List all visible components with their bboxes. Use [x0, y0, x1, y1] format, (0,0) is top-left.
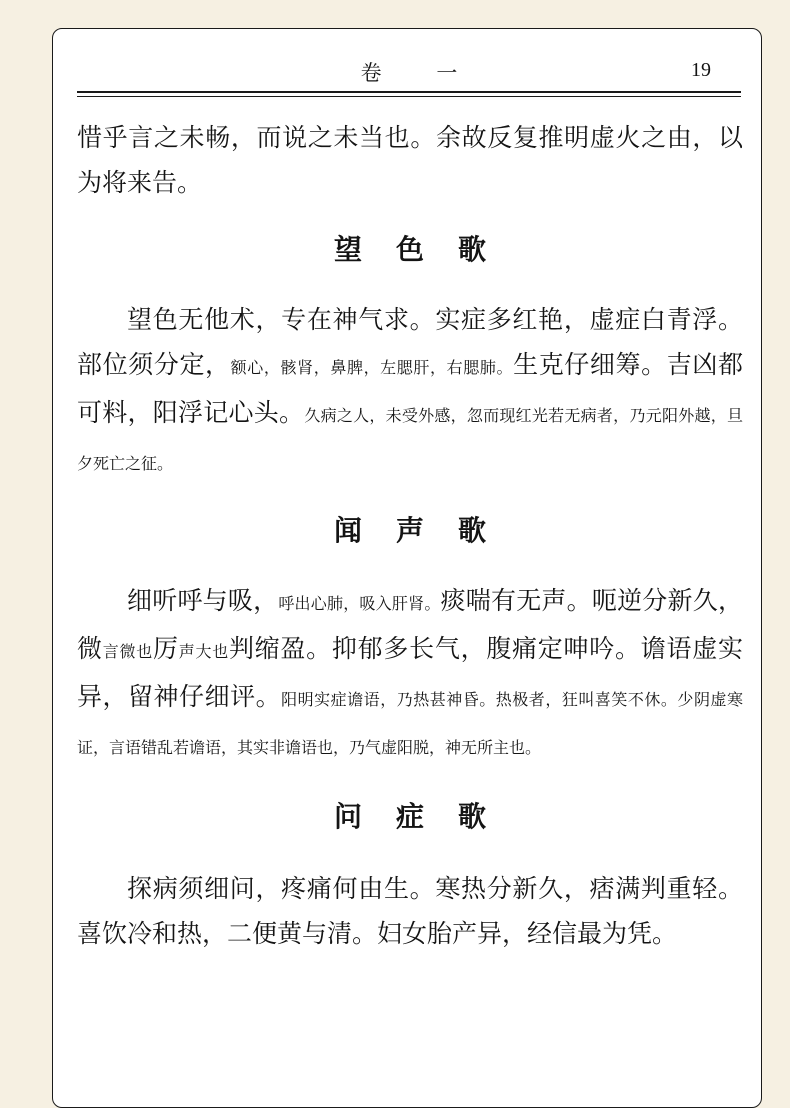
verse-text: 痰喘有无声。呃逆分新久，微	[77, 586, 743, 663]
page-number: 19	[691, 59, 711, 81]
verse-text: 探病须细问，疼痛何由生。寒热分新久，痞满判重轻。喜饮冷和热，二便黄与清。妇女胎产异，经信最为凭。	[77, 874, 743, 948]
running-head	[77, 51, 741, 95]
verse-text: 细听呼与吸，	[127, 586, 279, 615]
header-rule-thick	[77, 91, 741, 93]
section-paragraph-wenzheng	[77, 866, 743, 956]
annotation-note: 久病之人，未受外感，忽而现红光若无病者，乃元阳外越，旦夕死亡之征。	[77, 406, 743, 473]
annotation-note: 额心，骸肾，鼻脾，左腮肝，右腮肺。	[230, 358, 514, 377]
annotation-note: 言微也	[102, 642, 153, 661]
section-title-wenzheng: 问症歌	[333, 800, 520, 833]
book-page	[52, 28, 762, 1108]
annotation-note: 呼出心肺，吸入肝肾。	[278, 594, 441, 613]
volume-title: 卷 一	[360, 61, 482, 85]
annotation-note: 声大也	[178, 642, 229, 661]
section-paragraph-wensheng	[77, 578, 743, 770]
verse-text: 厉	[152, 634, 179, 663]
body-text	[77, 115, 743, 956]
header-rule-thin	[77, 96, 741, 97]
section-paragraph-wangse	[77, 297, 743, 486]
verse-text: 望色无他术，专在神气求。实症多红艳，虚症白青浮。部位须分定，	[77, 305, 743, 379]
verse-text: 判缩盈。抑郁多长气，腹痛定呻吟。谵语虚实异，留神仔细评。	[77, 634, 743, 711]
annotation-note: 阳明实症谵语，乃热甚神昏。热极者，狂叫喜笑不休。少阴虚寒证，言语错乱若谵语，其实非谵语也，乃气虚阳脱，神无所主也。	[77, 690, 743, 757]
opening-paragraph: 惜乎言之未畅，而说之未当也。余故反复推明虚火之由，以为将来告。	[77, 123, 743, 197]
section-title-wangse: 望色歌	[333, 233, 520, 266]
verse-text: 生克仔细筹。吉凶都可料，阳浮记心头。	[77, 350, 743, 427]
section-title-wensheng: 闻声歌	[333, 514, 520, 547]
